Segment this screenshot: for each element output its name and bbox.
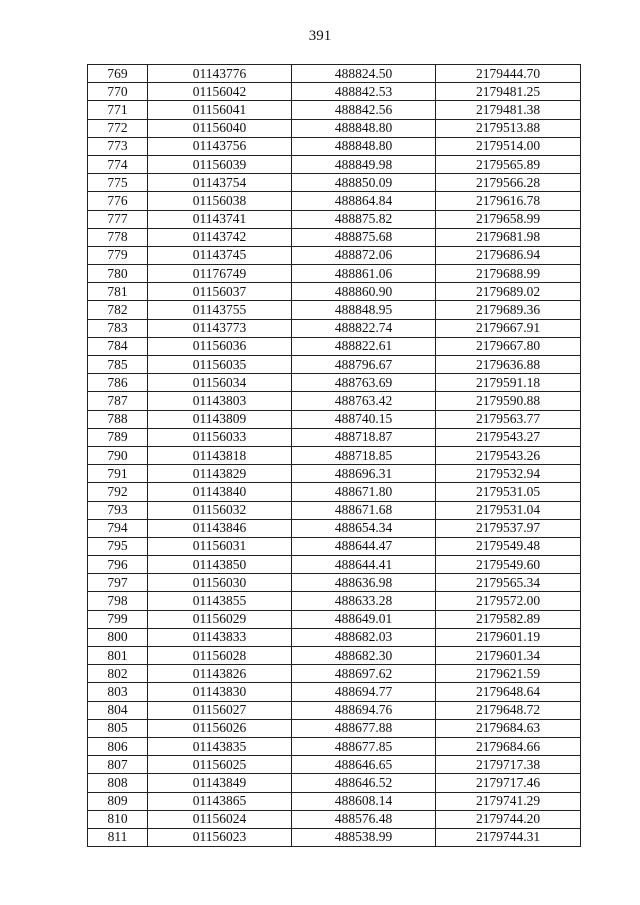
x-coordinate-cell: 488848.80 — [292, 137, 436, 155]
table-row — [88, 174, 581, 192]
row-index-cell: 775 — [88, 174, 148, 192]
x-coordinate-cell: 488872.06 — [292, 246, 436, 264]
table-row — [88, 592, 581, 610]
table-row — [88, 792, 581, 810]
x-coordinate-cell: 488824.50 — [292, 65, 436, 83]
point-id-cell: 01156025 — [148, 756, 292, 774]
y-coordinate-cell: 2179531.05 — [436, 483, 581, 501]
table-row — [88, 683, 581, 701]
x-coordinate-cell: 488649.01 — [292, 610, 436, 628]
table-row — [88, 192, 581, 210]
y-coordinate-cell: 2179648.64 — [436, 683, 581, 701]
point-id-cell: 01143826 — [148, 665, 292, 683]
x-coordinate-cell: 488842.53 — [292, 83, 436, 101]
y-coordinate-cell: 2179531.04 — [436, 501, 581, 519]
coordinates-table-body — [88, 65, 581, 847]
table-row — [88, 246, 581, 264]
x-coordinate-cell: 488740.15 — [292, 410, 436, 428]
point-id-cell: 01156029 — [148, 610, 292, 628]
table-row — [88, 719, 581, 737]
point-id-cell: 01143850 — [148, 556, 292, 574]
row-index-cell: 786 — [88, 374, 148, 392]
y-coordinate-cell: 2179717.38 — [436, 756, 581, 774]
table-row — [88, 556, 581, 574]
table-row — [88, 756, 581, 774]
table-row — [88, 155, 581, 173]
y-coordinate-cell: 2179543.27 — [436, 428, 581, 446]
point-id-cell: 01156036 — [148, 337, 292, 355]
table-row — [88, 374, 581, 392]
x-coordinate-cell: 488850.09 — [292, 174, 436, 192]
y-coordinate-cell: 2179566.28 — [436, 174, 581, 192]
point-id-cell: 01156031 — [148, 537, 292, 555]
row-index-cell: 799 — [88, 610, 148, 628]
row-index-cell: 797 — [88, 574, 148, 592]
row-index-cell: 779 — [88, 246, 148, 264]
point-id-cell: 01143818 — [148, 446, 292, 464]
x-coordinate-cell: 488608.14 — [292, 792, 436, 810]
y-coordinate-cell: 2179616.78 — [436, 192, 581, 210]
table-row — [88, 228, 581, 246]
x-coordinate-cell: 488763.42 — [292, 392, 436, 410]
table-row — [88, 410, 581, 428]
table-row — [88, 137, 581, 155]
point-id-cell: 01156023 — [148, 828, 292, 846]
y-coordinate-cell: 2179667.91 — [436, 319, 581, 337]
x-coordinate-cell: 488849.98 — [292, 155, 436, 173]
table-row — [88, 774, 581, 792]
row-index-cell: 792 — [88, 483, 148, 501]
point-id-cell: 01143803 — [148, 392, 292, 410]
y-coordinate-cell: 2179513.88 — [436, 119, 581, 137]
row-index-cell: 804 — [88, 701, 148, 719]
point-id-cell: 01143741 — [148, 210, 292, 228]
y-coordinate-cell: 2179565.34 — [436, 574, 581, 592]
row-index-cell: 808 — [88, 774, 148, 792]
x-coordinate-cell: 488861.06 — [292, 265, 436, 283]
table-row — [88, 828, 581, 846]
row-index-cell: 769 — [88, 65, 148, 83]
table-row — [88, 446, 581, 464]
table-row — [88, 101, 581, 119]
x-coordinate-cell: 488860.90 — [292, 283, 436, 301]
row-index-cell: 798 — [88, 592, 148, 610]
x-coordinate-cell: 488646.65 — [292, 756, 436, 774]
row-index-cell: 772 — [88, 119, 148, 137]
point-id-cell: 01156024 — [148, 810, 292, 828]
y-coordinate-cell: 2179444.70 — [436, 65, 581, 83]
y-coordinate-cell: 2179686.94 — [436, 246, 581, 264]
point-id-cell: 01143865 — [148, 792, 292, 810]
x-coordinate-cell: 488654.34 — [292, 519, 436, 537]
x-coordinate-cell: 488682.03 — [292, 628, 436, 646]
row-index-cell: 802 — [88, 665, 148, 683]
y-coordinate-cell: 2179636.88 — [436, 356, 581, 374]
x-coordinate-cell: 488694.76 — [292, 701, 436, 719]
x-coordinate-cell: 488822.61 — [292, 337, 436, 355]
coordinates-table — [87, 64, 581, 847]
y-coordinate-cell: 2179563.77 — [436, 410, 581, 428]
point-id-cell: 01156042 — [148, 83, 292, 101]
row-index-cell: 778 — [88, 228, 148, 246]
point-id-cell: 01156039 — [148, 155, 292, 173]
y-coordinate-cell: 2179689.02 — [436, 283, 581, 301]
table-row — [88, 519, 581, 537]
table-row — [88, 537, 581, 555]
point-id-cell: 01143755 — [148, 301, 292, 319]
table-row — [88, 647, 581, 665]
y-coordinate-cell: 2179601.34 — [436, 647, 581, 665]
row-index-cell: 785 — [88, 356, 148, 374]
y-coordinate-cell: 2179744.20 — [436, 810, 581, 828]
x-coordinate-cell: 488644.41 — [292, 556, 436, 574]
x-coordinate-cell: 488848.80 — [292, 119, 436, 137]
point-id-cell: 01156034 — [148, 374, 292, 392]
point-id-cell: 01143776 — [148, 65, 292, 83]
table-row — [88, 810, 581, 828]
table-row — [88, 83, 581, 101]
y-coordinate-cell: 2179481.38 — [436, 101, 581, 119]
y-coordinate-cell: 2179572.00 — [436, 592, 581, 610]
table-row — [88, 483, 581, 501]
row-index-cell: 796 — [88, 556, 148, 574]
point-id-cell: 01156040 — [148, 119, 292, 137]
row-index-cell: 776 — [88, 192, 148, 210]
table-row — [88, 210, 581, 228]
point-id-cell: 01143855 — [148, 592, 292, 610]
point-id-cell: 01143773 — [148, 319, 292, 337]
point-id-cell: 01143745 — [148, 246, 292, 264]
row-index-cell: 770 — [88, 83, 148, 101]
table-row — [88, 319, 581, 337]
point-id-cell: 01156037 — [148, 283, 292, 301]
row-index-cell: 807 — [88, 756, 148, 774]
x-coordinate-cell: 488636.98 — [292, 574, 436, 592]
table-row — [88, 119, 581, 137]
point-id-cell: 01156027 — [148, 701, 292, 719]
x-coordinate-cell: 488644.47 — [292, 537, 436, 555]
row-index-cell: 810 — [88, 810, 148, 828]
row-index-cell: 791 — [88, 465, 148, 483]
point-id-cell: 01156041 — [148, 101, 292, 119]
point-id-cell: 01143829 — [148, 465, 292, 483]
x-coordinate-cell: 488696.31 — [292, 465, 436, 483]
table-row — [88, 628, 581, 646]
table-row — [88, 265, 581, 283]
x-coordinate-cell: 488718.87 — [292, 428, 436, 446]
x-coordinate-cell: 488763.69 — [292, 374, 436, 392]
point-id-cell: 01156033 — [148, 428, 292, 446]
y-coordinate-cell: 2179590.88 — [436, 392, 581, 410]
row-index-cell: 790 — [88, 446, 148, 464]
y-coordinate-cell: 2179621.59 — [436, 665, 581, 683]
row-index-cell: 793 — [88, 501, 148, 519]
x-coordinate-cell: 488864.84 — [292, 192, 436, 210]
table-row — [88, 65, 581, 83]
row-index-cell: 781 — [88, 283, 148, 301]
x-coordinate-cell: 488842.56 — [292, 101, 436, 119]
row-index-cell: 801 — [88, 647, 148, 665]
point-id-cell: 01143809 — [148, 410, 292, 428]
point-id-cell: 01143840 — [148, 483, 292, 501]
x-coordinate-cell: 488682.30 — [292, 647, 436, 665]
y-coordinate-cell: 2179532.94 — [436, 465, 581, 483]
point-id-cell: 01156028 — [148, 647, 292, 665]
row-index-cell: 805 — [88, 719, 148, 737]
table-row — [88, 501, 581, 519]
y-coordinate-cell: 2179684.63 — [436, 719, 581, 737]
point-id-cell: 01143835 — [148, 737, 292, 755]
y-coordinate-cell: 2179514.00 — [436, 137, 581, 155]
table-row — [88, 337, 581, 355]
y-coordinate-cell: 2179549.60 — [436, 556, 581, 574]
x-coordinate-cell: 488796.67 — [292, 356, 436, 374]
row-index-cell: 795 — [88, 537, 148, 555]
point-id-cell: 01156030 — [148, 574, 292, 592]
y-coordinate-cell: 2179667.80 — [436, 337, 581, 355]
point-id-cell: 01156035 — [148, 356, 292, 374]
y-coordinate-cell: 2179658.99 — [436, 210, 581, 228]
row-index-cell: 783 — [88, 319, 148, 337]
y-coordinate-cell: 2179549.48 — [436, 537, 581, 555]
point-id-cell: 01156032 — [148, 501, 292, 519]
x-coordinate-cell: 488677.88 — [292, 719, 436, 737]
y-coordinate-cell: 2179744.31 — [436, 828, 581, 846]
row-index-cell: 788 — [88, 410, 148, 428]
x-coordinate-cell: 488671.68 — [292, 501, 436, 519]
x-coordinate-cell: 488875.82 — [292, 210, 436, 228]
y-coordinate-cell: 2179537.97 — [436, 519, 581, 537]
row-index-cell: 789 — [88, 428, 148, 446]
row-index-cell: 782 — [88, 301, 148, 319]
row-index-cell: 787 — [88, 392, 148, 410]
table-row — [88, 392, 581, 410]
y-coordinate-cell: 2179601.19 — [436, 628, 581, 646]
page-number: 391 — [308, 28, 332, 44]
x-coordinate-cell: 488694.77 — [292, 683, 436, 701]
point-id-cell: 01176749 — [148, 265, 292, 283]
table-row — [88, 665, 581, 683]
point-id-cell: 01143833 — [148, 628, 292, 646]
point-id-cell: 01143846 — [148, 519, 292, 537]
x-coordinate-cell: 488538.99 — [292, 828, 436, 846]
table-row — [88, 301, 581, 319]
y-coordinate-cell: 2179684.66 — [436, 737, 581, 755]
x-coordinate-cell: 488718.85 — [292, 446, 436, 464]
row-index-cell: 777 — [88, 210, 148, 228]
row-index-cell: 806 — [88, 737, 148, 755]
table-row — [88, 701, 581, 719]
y-coordinate-cell: 2179688.99 — [436, 265, 581, 283]
x-coordinate-cell: 488848.95 — [292, 301, 436, 319]
table-row — [88, 428, 581, 446]
x-coordinate-cell: 488671.80 — [292, 483, 436, 501]
point-id-cell: 01143756 — [148, 137, 292, 155]
row-index-cell: 811 — [88, 828, 148, 846]
x-coordinate-cell: 488822.74 — [292, 319, 436, 337]
row-index-cell: 780 — [88, 265, 148, 283]
y-coordinate-cell: 2179481.25 — [436, 83, 581, 101]
table-row — [88, 356, 581, 374]
row-index-cell: 771 — [88, 101, 148, 119]
x-coordinate-cell: 488633.28 — [292, 592, 436, 610]
point-id-cell: 01143742 — [148, 228, 292, 246]
x-coordinate-cell: 488576.48 — [292, 810, 436, 828]
y-coordinate-cell: 2179543.26 — [436, 446, 581, 464]
point-id-cell: 01143830 — [148, 683, 292, 701]
y-coordinate-cell: 2179741.29 — [436, 792, 581, 810]
x-coordinate-cell: 488697.62 — [292, 665, 436, 683]
row-index-cell: 774 — [88, 155, 148, 173]
table-row — [88, 465, 581, 483]
y-coordinate-cell: 2179717.46 — [436, 774, 581, 792]
point-id-cell: 01156038 — [148, 192, 292, 210]
table-row — [88, 574, 581, 592]
point-id-cell: 01156026 — [148, 719, 292, 737]
table-row — [88, 737, 581, 755]
row-index-cell: 784 — [88, 337, 148, 355]
x-coordinate-cell: 488646.52 — [292, 774, 436, 792]
row-index-cell: 773 — [88, 137, 148, 155]
y-coordinate-cell: 2179681.98 — [436, 228, 581, 246]
table-row — [88, 283, 581, 301]
row-index-cell: 794 — [88, 519, 148, 537]
y-coordinate-cell: 2179582.89 — [436, 610, 581, 628]
row-index-cell: 803 — [88, 683, 148, 701]
x-coordinate-cell: 488677.85 — [292, 737, 436, 755]
y-coordinate-cell: 2179565.89 — [436, 155, 581, 173]
row-index-cell: 800 — [88, 628, 148, 646]
y-coordinate-cell: 2179689.36 — [436, 301, 581, 319]
row-index-cell: 809 — [88, 792, 148, 810]
y-coordinate-cell: 2179591.18 — [436, 374, 581, 392]
point-id-cell: 01143754 — [148, 174, 292, 192]
point-id-cell: 01143849 — [148, 774, 292, 792]
table-row — [88, 610, 581, 628]
x-coordinate-cell: 488875.68 — [292, 228, 436, 246]
y-coordinate-cell: 2179648.72 — [436, 701, 581, 719]
